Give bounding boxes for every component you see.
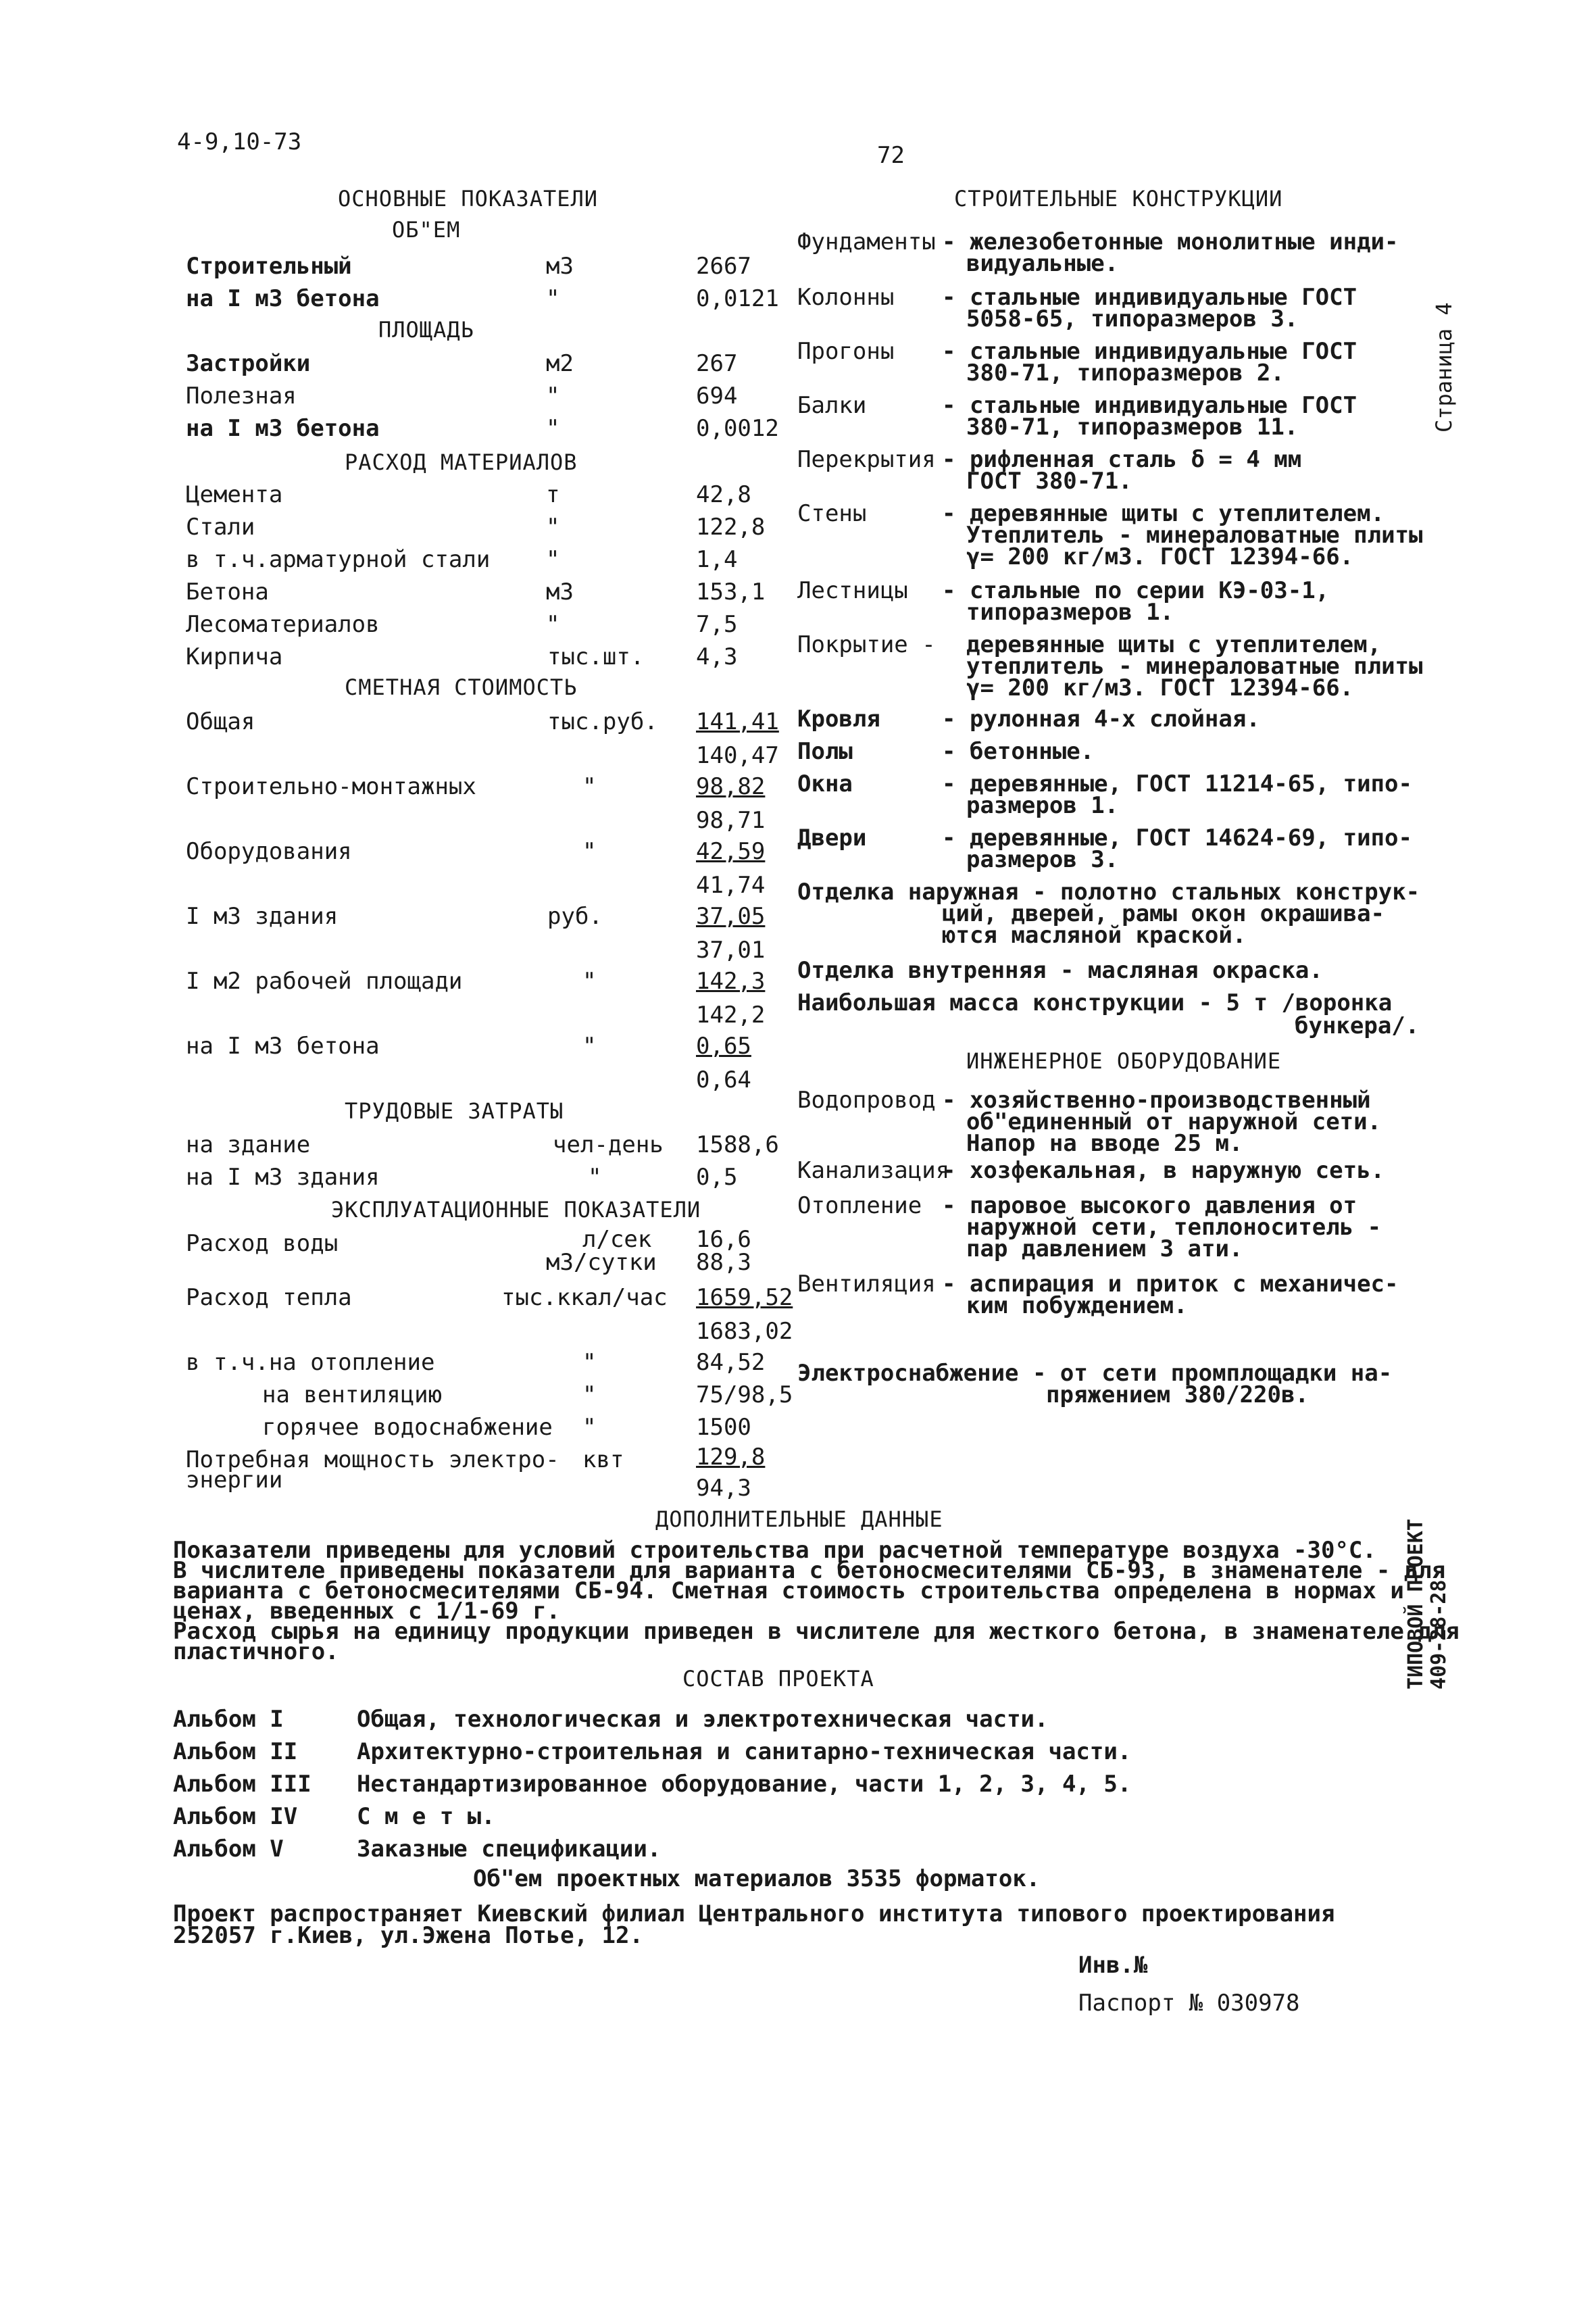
heat-value-alt: 1683,02 xyxy=(696,1318,793,1345)
album-text: Общая, технологическая и электротехническая части. xyxy=(357,1706,1049,1733)
cost-label: Оборудования xyxy=(186,838,352,865)
area-unit: " xyxy=(546,383,560,410)
material-value: 7,5 xyxy=(696,611,738,638)
cost-value: 142,3 xyxy=(696,968,766,995)
construction-name: Покрытие - xyxy=(797,631,936,658)
cost-value-alt: 41,74 xyxy=(696,872,766,899)
finish-outer-line: ций, дверей, рамы окон окрашива- xyxy=(942,900,1385,927)
labor-label: на I м3 здания xyxy=(186,1164,380,1191)
construction-text: - деревянные щиты с утеплителем. xyxy=(942,500,1385,527)
extra-line: варианта с бетоносмесителями СБ-94. Сметная стоимость строительства определена в нормах и xyxy=(173,1577,1404,1604)
eng-name: Водопровод xyxy=(797,1087,936,1114)
cost-unit: тыс.руб. xyxy=(547,708,658,735)
construction-text: - стальные индивидуальные ГОСТ xyxy=(942,392,1357,419)
album-name: Альбом V xyxy=(173,1836,284,1863)
cost-value-alt: 140,47 xyxy=(696,742,779,769)
area-value: 0,0012 xyxy=(696,415,779,442)
material-unit: т xyxy=(546,481,560,508)
right-title: СТРОИТЕЛЬНЫЕ КОНСТРУКЦИИ xyxy=(954,186,1283,212)
eng-text: - паровое высокого давления от xyxy=(942,1192,1357,1219)
eng-text: об"единенный от наружной сети. xyxy=(966,1108,1382,1135)
construction-name: Балки xyxy=(797,392,867,419)
cost-unit: руб. xyxy=(547,903,603,930)
power-supply-line: пряжением 380/220в. xyxy=(1046,1381,1309,1408)
cost-value-alt: 98,71 xyxy=(696,807,766,834)
construction-text: - стальные индивидуальные ГОСТ xyxy=(942,338,1357,365)
labor-label: на здание xyxy=(186,1131,311,1158)
cost-value: 0,65 xyxy=(696,1033,751,1060)
distributor-line: 252057 г.Киев, ул.Эжена Потье, 12. xyxy=(173,1922,643,1949)
construction-text: - деревянные, ГОСТ 11214-65, типо- xyxy=(942,770,1412,797)
finish-outer-line: Отделка наружная - полотно стальных конструк- xyxy=(797,879,1420,906)
power-supply-line: Электроснабжение - от сети промплощадки на- xyxy=(797,1360,1393,1387)
side-stamp-code: 409-28-28 xyxy=(1427,1579,1451,1690)
cost-unit: " xyxy=(582,968,597,995)
construction-name: Стены xyxy=(797,500,867,527)
max-mass-line: Наибольшая масса конструкции - 5 т /воронка xyxy=(797,989,1393,1016)
labor-heading: ТРУДОВЫЕ ЗАТРАТЫ xyxy=(345,1098,564,1124)
construction-text: 380-71, типоразмеров 11. xyxy=(966,414,1299,441)
cost-unit: " xyxy=(582,1033,597,1060)
eng-text: наружной сети, теплоноситель - xyxy=(966,1214,1382,1241)
construction-text: - бетонные. xyxy=(942,738,1095,765)
material-unit: м3 xyxy=(546,578,574,606)
heat-unit: тыс.ккал/час xyxy=(501,1284,668,1311)
construction-text: видуальные. xyxy=(966,250,1119,277)
construction-text: - деревянные, ГОСТ 14624-69, типо- xyxy=(942,824,1412,852)
area-label: на I м3 бетона xyxy=(186,415,380,442)
cost-heading: СМЕТНАЯ СТОИМОСТЬ xyxy=(345,674,578,700)
labor-value: 1588,6 xyxy=(696,1131,779,1158)
extra-heading: ДОПОЛНИТЕЛЬНЫЕ ДАННЫЕ xyxy=(655,1506,943,1532)
construction-name: Прогоны xyxy=(797,338,895,365)
construction-text: ГОСТ 380-71. xyxy=(966,468,1132,495)
cost-value: 98,82 xyxy=(696,773,766,800)
max-mass-line: бункера/. xyxy=(1295,1012,1420,1039)
construction-text: Утеплитель - минераловатные плиты xyxy=(966,522,1423,549)
extra-line: Расход сырья на единицу продукции приведен в числителе для жесткого бетона, в знаменателе для xyxy=(173,1618,1460,1645)
volume-value: 0,0121 xyxy=(696,285,779,312)
labor-unit: " xyxy=(588,1164,602,1191)
area-label: Застройки xyxy=(186,350,311,377)
cost-value-alt: 142,2 xyxy=(696,1002,766,1029)
area-label: Полезная xyxy=(186,383,297,410)
volume-unit: " xyxy=(546,285,560,312)
extra-line: Показатели приведены для условий строительства при расчетной температуре воздуха -30°С. xyxy=(173,1537,1376,1564)
album-name: Альбом II xyxy=(173,1738,298,1765)
operation-heading: ЭКСПЛУАТАЦИОННЫЕ ПОКАЗАТЕЛИ xyxy=(331,1197,701,1223)
water-unit-2: м3/сутки xyxy=(546,1249,657,1276)
doc-code: 4-9,10-73 xyxy=(177,128,302,155)
cost-value: 141,41 xyxy=(696,708,779,735)
materials-heading: РАСХОД МАТЕРИАЛОВ xyxy=(345,449,578,475)
area-heading: ПЛОЩАДЬ xyxy=(378,317,474,343)
album-name: Альбом III xyxy=(173,1771,311,1798)
cost-label: Общая xyxy=(186,708,255,735)
left-title: ОСНОВНЫЕ ПОКАЗАТЕЛИ xyxy=(338,186,599,212)
construction-text: 5058-65, типоразмеров 3. xyxy=(966,305,1299,333)
eng-text: пар давлением 3 ати. xyxy=(966,1235,1243,1262)
material-value: 4,3 xyxy=(696,643,738,670)
material-label: Стали xyxy=(186,514,255,541)
area-unit: " xyxy=(546,415,560,442)
construction-name: Полы xyxy=(797,738,853,765)
construction-text: - стальные индивидуальные ГОСТ xyxy=(942,284,1357,311)
material-label: в т.ч.арматурной стали xyxy=(186,546,491,573)
album-text: Заказные спецификации. xyxy=(357,1836,662,1863)
area-value: 694 xyxy=(696,383,738,410)
labor-value: 0,5 xyxy=(696,1164,738,1191)
eng-heading: ИНЖЕНЕРНОЕ ОБОРУДОВАНИЕ xyxy=(966,1048,1282,1074)
eng-text: Напор на вводе 25 м. xyxy=(966,1130,1243,1157)
album-text: С м е т ы. xyxy=(357,1803,495,1830)
volume-unit: м3 xyxy=(546,253,574,280)
side-page-label: Страница 4 xyxy=(1431,302,1457,433)
area-value: 267 xyxy=(696,350,738,377)
heat-value: 1659,52 xyxy=(696,1284,793,1311)
cost-label: на I м3 бетона xyxy=(186,1033,380,1060)
heat-row-label: на вентиляцию xyxy=(262,1381,443,1408)
power-value-alt: 94,3 xyxy=(696,1475,751,1502)
material-unit: " xyxy=(546,514,560,541)
construction-name: Двери xyxy=(797,824,867,852)
volume-label: Строительный xyxy=(186,253,352,280)
construction-text: утеплитель - минераловатные плиты xyxy=(966,653,1423,680)
finish-outer-line: ются масляной краской. xyxy=(942,922,1247,949)
area-unit: м2 xyxy=(546,350,574,377)
heat-row-unit: " xyxy=(582,1349,597,1376)
power-label-2: энергии xyxy=(186,1467,283,1494)
power-unit: квт xyxy=(582,1446,624,1473)
extra-line: В числителе приведены показатели для варианта с бетоносмесителями СБ-93, в знаменателе - для xyxy=(173,1557,1446,1584)
cost-unit: " xyxy=(582,838,597,865)
material-label: Кирпича xyxy=(186,643,283,670)
construction-text: размеров 3. xyxy=(966,846,1119,873)
page-number: 72 xyxy=(877,142,905,169)
album-name: Альбом I xyxy=(173,1706,284,1733)
eng-text: - хозфекальная, в наружную сеть. xyxy=(942,1157,1385,1184)
construction-name: Лестницы xyxy=(797,577,908,604)
passport-number: Паспорт № 030978 xyxy=(1078,1990,1300,2017)
cost-value-alt: 0,64 xyxy=(696,1066,751,1093)
construction-text: - стальные по серии КЭ-03-1, xyxy=(942,577,1330,604)
material-label: Лесоматериалов xyxy=(186,611,380,638)
construction-text: - рифленная сталь δ = 4 мм xyxy=(942,446,1302,473)
construction-text: γ= 200 кг/м3. ГОСТ 12394-66. xyxy=(966,674,1354,701)
volume-line: Об"ем проектных материалов 3535 форматок. xyxy=(473,1865,1041,1892)
construction-text: типоразмеров 1. xyxy=(966,599,1174,626)
album-name: Альбом IV xyxy=(173,1803,298,1830)
heat-row-unit: " xyxy=(582,1414,597,1441)
construction-text: - железобетонные монолитные инди- xyxy=(942,228,1399,255)
eng-text: ким побуждением. xyxy=(966,1292,1188,1319)
extra-line: ценах, введенных с 1/1-69 г. xyxy=(173,1598,561,1625)
heat-row-label: горячее водоснабжение xyxy=(262,1414,553,1441)
cost-label: I м2 рабочей площади xyxy=(186,968,463,995)
cost-value: 37,05 xyxy=(696,903,766,930)
heat-label: Расход тепла xyxy=(186,1284,352,1311)
heat-row-label: в т.ч.на отопление xyxy=(186,1349,435,1376)
volume-value: 2667 xyxy=(696,253,751,280)
cost-unit: " xyxy=(582,773,597,800)
construction-text: γ= 200 кг/м3. ГОСТ 12394-66. xyxy=(966,543,1354,570)
material-value: 153,1 xyxy=(696,578,766,606)
inv-number: Инв.№ xyxy=(1078,1952,1148,1979)
water-value-2: 88,3 xyxy=(696,1249,751,1276)
material-unit: " xyxy=(546,611,560,638)
material-label: Цемента xyxy=(186,481,283,508)
construction-text: - рулонная 4-х слойная. xyxy=(942,706,1260,733)
construction-name: Окна xyxy=(797,770,853,797)
water-label: Расход воды xyxy=(186,1230,339,1257)
cost-value: 42,59 xyxy=(696,838,766,865)
volume-heading: ОБ"ЕМ xyxy=(392,217,461,243)
material-value: 122,8 xyxy=(696,514,766,541)
finish-inner: Отделка внутренняя - масляная окраска. xyxy=(797,957,1323,984)
cost-label: Строительно-монтажных xyxy=(186,773,476,800)
side-stamp-title: ТИПОВОЙ ПРОЕКТ xyxy=(1404,1519,1428,1690)
album-text: Нестандартизированное оборудование, части 1, 2, 3, 4, 5. xyxy=(357,1771,1132,1798)
composition-heading: СОСТАВ ПРОЕКТА xyxy=(682,1666,874,1692)
water-unit-1: л/сек xyxy=(582,1226,652,1253)
eng-name: Отопление xyxy=(797,1192,922,1219)
construction-text: 380-71, типоразмеров 2. xyxy=(966,360,1285,387)
material-value: 1,4 xyxy=(696,546,738,573)
material-unit: " xyxy=(546,546,560,573)
construction-name: Фундаменты xyxy=(797,228,936,255)
eng-text: - хозяйственно-производственный xyxy=(942,1087,1371,1114)
power-label-1: Потребная мощность электро- xyxy=(186,1446,559,1473)
distributor-line: Проект распространяет Киевский филиал Центрального института типового проектирования xyxy=(173,1900,1335,1927)
album-text: Архитектурно-строительная и санитарно-техническая части. xyxy=(357,1738,1132,1765)
cost-value-alt: 37,01 xyxy=(696,937,766,964)
cost-label: I м3 здания xyxy=(186,903,339,930)
heat-row-unit: " xyxy=(582,1381,597,1408)
heat-row-value: 84,52 xyxy=(696,1349,766,1376)
construction-text: размеров 1. xyxy=(966,792,1119,819)
construction-name: Перекрытия xyxy=(797,446,936,473)
construction-name: Кровля xyxy=(797,706,880,733)
eng-name: Вентиляция xyxy=(797,1271,936,1298)
water-value-1: 16,6 xyxy=(696,1226,751,1253)
material-value: 42,8 xyxy=(696,481,751,508)
volume-label: на I м3 бетона xyxy=(186,285,380,312)
material-unit: тыс.шт. xyxy=(547,643,645,670)
heat-row-value: 1500 xyxy=(696,1414,751,1441)
construction-text: деревянные щиты с утеплителем, xyxy=(966,631,1382,658)
material-label: Бетона xyxy=(186,578,269,606)
eng-name: Канализация xyxy=(797,1157,950,1184)
heat-row-value: 75/98,5 xyxy=(696,1381,793,1408)
extra-line: пластичного. xyxy=(173,1638,339,1665)
eng-text: - аспирация и приток с механичес- xyxy=(942,1271,1399,1298)
construction-name: Колонны xyxy=(797,284,895,311)
labor-unit: чел-день xyxy=(553,1131,664,1158)
power-value: 129,8 xyxy=(696,1444,766,1471)
